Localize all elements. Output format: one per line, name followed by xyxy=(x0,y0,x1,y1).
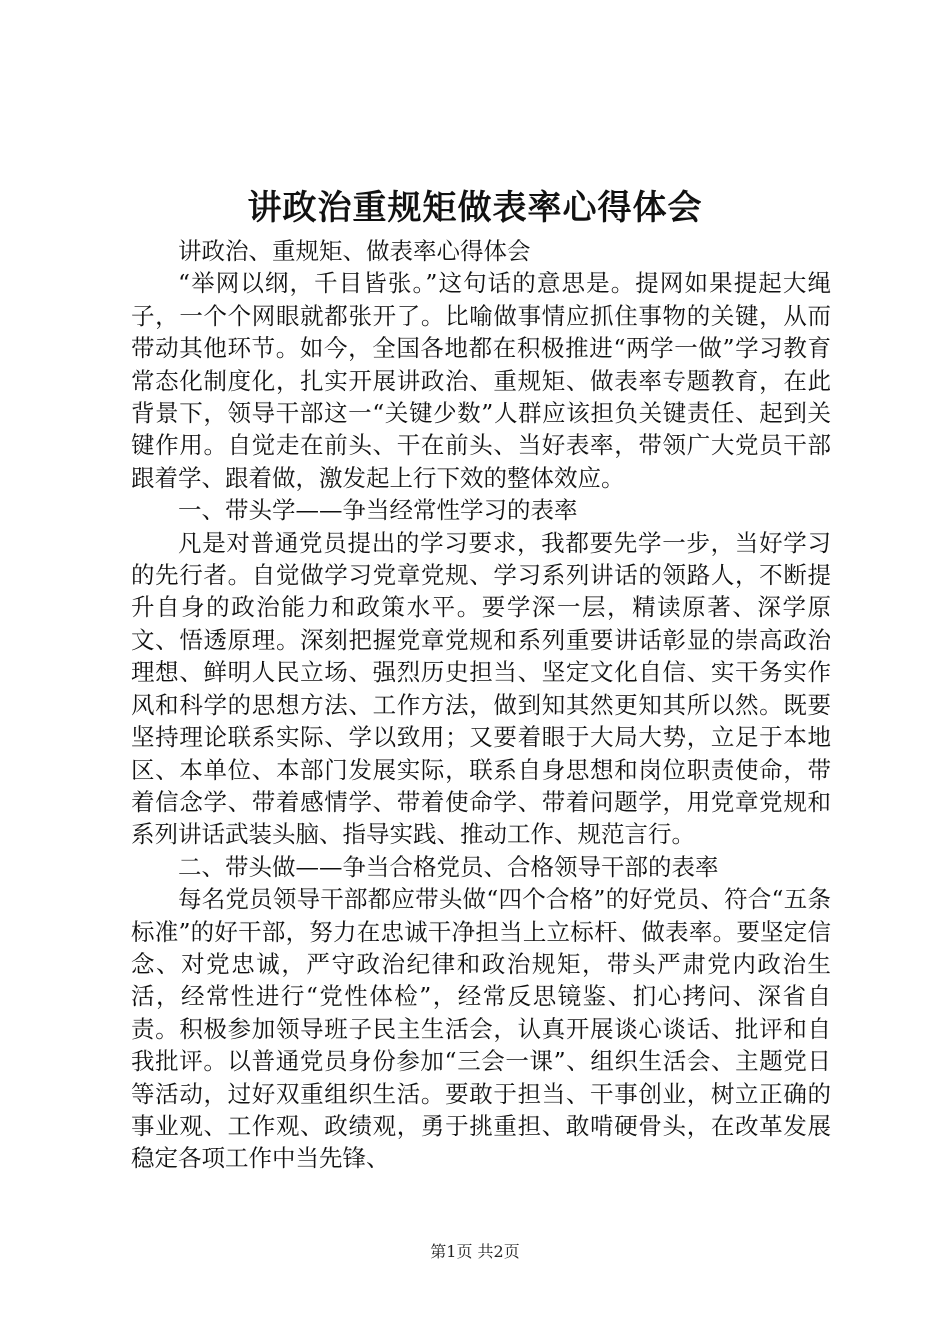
paragraph-section-1: 凡是对普通党员提出的学习要求，我都要先学一步，当好学习的先行者。自觉做学习党章党规、学习系列讲话的领路人，不断提升自身的政治能力和政策水平。要学深一层，精读原著、深学原文、悟透原理。深刻把握党章党规和系列重要讲话彰显的崇高政治理想、鲜明人民立场、强烈历史担当、坚定文化自信、实干务实作风和科学的思想方法、工作方法，做到知其然更知其所以然。既要坚持理论联系实际、学以致用；又要着眼于大局大势，立足于本地区、本单位、本部门发展实际，联系自身思想和岗位职责使命，带着信念学、带着感情学、带着使命学、带着问题学，用党章党规和系列讲话武装头脑、指导实践、推动工作、规范言行。 xyxy=(131,528,831,849)
document-body xyxy=(131,235,831,1175)
paragraph-subtitle: 讲政治、重规矩、做表率心得体会 xyxy=(178,237,531,265)
page-footer: 第1页 共2页 xyxy=(430,1242,520,1261)
paragraph-section-2: 每名党员领导干部都应带头做“四个合格”的好党员、符合“五条标准”的好干部，努力在忠诚干净担当上立标杆、做表率。要坚定信念、对党忠诚，严守政治纪律和政治规矩，带头严肃党内政治生活，经常性进行“党性体检”，经常反思镜鉴、扪心拷问、深省自责。积极参加领导班子民主生活会，认真开展谈心谈话、批评和自我批评。以普通党员身份参加“三会一课”、组织生活会、主题党日等活动，过好双重组织生活。要敢于担当、干事创业，树立正确的事业观、工作观、政绩观，勇于挑重担、敢啃硬骨头，在改革发展稳定各项工作中当先锋、 xyxy=(131,885,831,1173)
document-title: 讲政治重规矩做表率心得体会 xyxy=(247,188,703,228)
section-heading-1: 一、带头学——争当经常性学习的表率 xyxy=(178,496,578,525)
paragraph-intro: “举网以纲，千目皆张。”这句话的意思是。提网如果提起大绳子，一个个网眼就都张开了。比喻做事情应抓住事物的关键，从而带动其他环节。如今，全国各地都在积极推进“两学一做”学习教育常态化制度化，扎实开展讲政治、重规矩、做表率专题教育，在此背景下，领导干部这一“关键少数”人群应该担负关键责任、起到关键作用。自觉走在前头、干在前头、当好表率，带领广大党员干部跟着学、跟着做，激发起上行下效的整体效应。 xyxy=(131,269,831,492)
section-heading-2: 二、带头做——争当合格党员、合格领导干部的表率 xyxy=(178,852,719,881)
